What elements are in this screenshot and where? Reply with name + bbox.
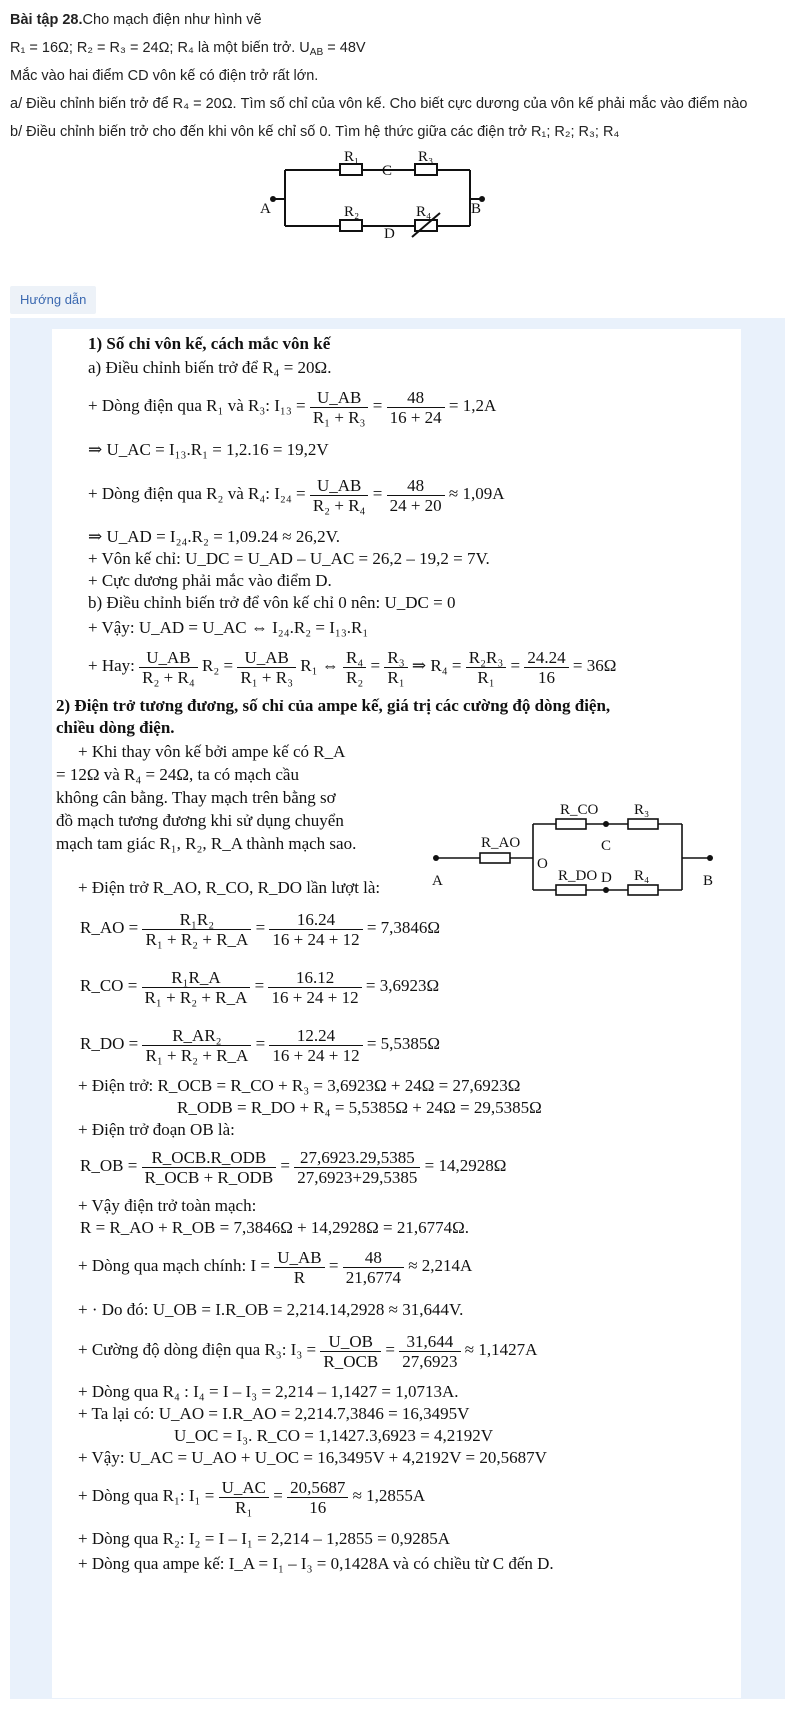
guide-button[interactable]: Hướng dẫn	[10, 286, 96, 314]
eq-rco: R_CO = $\frac{\text{R₁R\_A}}{\text{R₁ + R₂ + R\_A}}$ = $\frac{16.12}{16 + 24 + 12}$ = 3,6923Ω	[80, 967, 440, 1007]
denominator: R₁ + R₃	[240, 667, 293, 687]
numerator: 20,5687	[287, 1478, 348, 1498]
eq-pre: + Cường độ dòng điện qua R₃: I₃ =	[78, 1340, 317, 1359]
node-c-dot	[603, 821, 609, 827]
eq-result: ≈ 1,1427A	[464, 1340, 538, 1359]
label-r4: R₄	[416, 204, 432, 220]
problem-line3: Mắc vào hai điểm CD vôn kế có điện trở rất lớn.	[10, 68, 319, 84]
step-8-mid: ⇒ R₄ =	[411, 656, 462, 675]
denominator: 27,6923+29,5385	[297, 1167, 418, 1187]
numerator: R_AR₂	[142, 1026, 251, 1046]
numerator: 31,644	[399, 1332, 460, 1352]
step-5: + Vôn kế chỉ: U_DC = U_AD – U_AC = 26,2 – 19,2 = 7V.	[88, 549, 490, 568]
eq-rob: R_OB = $\frac{\text{R\_OCB.R\_ODB}}{\text{R\_OCB + R\_ODB}}$ = $\frac{27,6923.29,5385}{27,6923+29,5385}$ = 14,2928Ω	[80, 1147, 507, 1187]
resistor-rdo	[556, 885, 586, 895]
denominator: R₁ + R₃	[312, 407, 366, 427]
denominator: 16 + 24 + 12	[271, 987, 359, 1007]
given-end: = 48V	[323, 40, 366, 56]
denominator: R₂ + R₄	[142, 667, 195, 687]
node-a-dot	[433, 855, 439, 861]
eq-lhs: R_DO =	[80, 1034, 139, 1053]
eq-rodb: R_ODB = R_DO + R₄ = 5,5385Ω + 24Ω = 29,5385Ω	[177, 1098, 542, 1117]
resistor-rao	[480, 853, 510, 863]
eq-0: + Điện trở R_AO, R_CO, R_DO lần lượt là:	[78, 878, 381, 897]
label-r2: R₂	[344, 204, 360, 220]
eq-8: + Vậy điện trở toàn mạch:	[78, 1196, 257, 1215]
denominator: 27,6923	[402, 1351, 458, 1371]
numerator: 16.24	[269, 910, 362, 930]
denominator: R₂ + R₄	[312, 495, 366, 515]
eq-result: = 5,5385Ω	[366, 1034, 441, 1053]
eq-lhs: R_CO =	[80, 976, 138, 995]
label-b: B	[703, 873, 714, 889]
question-b: b/ Điều chỉnh biến trở cho đến khi vôn kế chỉ số 0. Tìm hệ thức giữa các điện trở R₁; R₂; R₃; R₄	[10, 124, 620, 140]
numerator: R₁R_A	[142, 968, 251, 988]
step-3: + Dòng điện qua R₂ và R₄: I₂₄ = $\frac{U\_AB}{\text{R₂ + R₄}}$ = $\frac{48}{24 + 20}$ ≈ 1,09A	[88, 475, 505, 515]
label-a: A	[432, 873, 443, 889]
step-4: ⇒ U_AD = I₂₄.R₂ = 1,09.24 ≈ 26,2V.	[88, 527, 340, 546]
node-d-dot	[603, 887, 609, 893]
label-r4: R₄	[634, 868, 650, 884]
eq-result: ≈ 2,214A	[408, 1256, 473, 1275]
numerator: U_AB	[310, 388, 369, 408]
eq-result: = 3,6923Ω	[365, 976, 440, 995]
step-3-pre: + Dòng điện qua R₂ và R₄: I₂₄ =	[88, 484, 306, 503]
eq-rao: R_AO = $\frac{\text{R₁R₂}}{\text{R₁ + R₂ + R\_A}}$ = $\frac{16.24}{16 + 24 + 12}$ = 7,3846Ω	[80, 909, 441, 949]
problem-title-rest: Cho mạch điện như hình vẽ	[82, 12, 262, 28]
step-6: + Cực dương phải mắc vào điểm D.	[88, 571, 332, 590]
eq-i3: + Cường độ dòng điện qua R₃: I₃ = $\frac{U\_OB}{\text{R\_OCB}}$ = $\frac{31,644}{27,6923}$ ≈ 1,1427A	[78, 1331, 538, 1371]
label-r3: R₃	[418, 149, 434, 165]
step-1-result: = 1,2A	[448, 396, 497, 415]
denominator: R₁ + R₂ + R_A	[145, 929, 249, 949]
label-d: D	[384, 226, 395, 242]
denominator: R_OCB	[323, 1351, 379, 1371]
eq-i2: + Dòng qua R₂: I₂ = I – I₁ = 2,214 – 1,2855 = 0,9285A	[78, 1529, 451, 1548]
heading-2-line2: chiều dòng điện.	[56, 718, 175, 737]
part-b-title: b) Điều chỉnh biến trở để vôn kế chỉ 0 nên: U_DC = 0	[88, 593, 456, 612]
numerator: 48	[343, 1248, 404, 1268]
eq-lhs: R_OB =	[80, 1156, 138, 1175]
eq-uac: + Vậy: U_AC = U_AO + U_OC = 16,3495V + 4,2192V = 20,5687V	[78, 1448, 547, 1467]
numerator: U_OB	[320, 1332, 381, 1352]
numerator: R₁R₂	[142, 910, 251, 930]
denominator: 16	[538, 667, 555, 687]
label-rco: R_CO	[560, 802, 599, 818]
resistor-rco	[556, 819, 586, 829]
label-rao: R_AO	[481, 835, 521, 851]
denominator: 16 + 24	[389, 407, 442, 427]
eq-i-main: + Dòng qua mạch chính: I = $\frac{U\_AB}{R}$ = $\frac{48}{21,6774}$ ≈ 2,214A	[78, 1247, 473, 1287]
eq-6: + Điện trở đoạn OB là:	[78, 1120, 235, 1139]
denominator: R₁ + R₂ + R_A	[145, 1045, 249, 1065]
numerator: U_AC	[219, 1478, 269, 1498]
step-3-result: ≈ 1,09A	[448, 484, 505, 503]
resistor-r3	[628, 819, 658, 829]
eq-pre: + Dòng qua R₁: I₁ =	[78, 1486, 215, 1505]
denominator: 24 + 20	[389, 495, 442, 515]
question-a: a/ Điều chỉnh biến trở để R₄ = 20Ω. Tìm số chỉ của vôn kế. Cho biết cực dương của vôn kế phải mắc vào điểm nào	[10, 96, 748, 112]
heading-1: 1) Số chỉ vôn kế, cách mắc vôn kế	[88, 334, 331, 353]
label-r1: R₁	[344, 149, 360, 165]
eq-uob: + · Do đó: U_OB = I.R_OB = 2,214.14,2928 ≈ 31,644V.	[78, 1300, 464, 1319]
given-sub: AB	[309, 47, 324, 58]
label-b: B	[471, 201, 482, 217]
heading-2-line1: 2) Điện trở tương đương, số chỉ của ampe kế, giá trị các cường độ dòng điện,	[56, 696, 611, 715]
denominator: 16	[309, 1497, 327, 1517]
eq-result: ≈ 1,2855A	[352, 1486, 426, 1505]
denominator: R₁	[477, 667, 495, 687]
step-1-pre: + Dòng điện qua R₁ và R₃: I₁₃ =	[88, 396, 306, 415]
eq-total-r: R = R_AO + R_OB = 7,3846Ω + 14,2928Ω = 21,6774Ω.	[80, 1218, 470, 1237]
numerator: 24.24	[524, 648, 568, 668]
numerator: U_AB	[310, 476, 369, 496]
eq-result: = 7,3846Ω	[366, 918, 441, 937]
para-2: = 12Ω và R₄ = 24Ω, ta có mạch cầu	[56, 765, 299, 784]
para-1: + Khi thay vôn kế bởi ampe kế có R_A	[78, 742, 346, 761]
step-8: + Hay: $\frac{U\_AB}{\text{R₂ + R₄}}$ R₂ = $\frac{U\_AB}{\text{R₁ + R₃}}$ R₁ ⇔ $\frac{\text{R₄}}{\text{R₂}}$ = $\frac{\text{R₃}}{\text{R₁}}$ ⇒ R₄ = $\frac{\text{R₂R₃}}{\text{R₁}}$ = $\frac{24.24}{16}$ = 36Ω	[88, 647, 617, 687]
numerator: U_AB	[139, 648, 198, 668]
step-8-mid: R₁ ⇔	[300, 656, 339, 675]
denominator: R_OCB + R_ODB	[144, 1167, 274, 1187]
node-b-dot	[707, 855, 713, 861]
problem-title: Bài tập 28.	[10, 12, 83, 28]
step-8-mid: R₂ =	[202, 656, 234, 675]
denominator: R₂	[346, 667, 364, 687]
part-a-title: a) Điều chỉnh biến trở để R₄ = 20Ω.	[88, 358, 332, 377]
para-4: đồ mạch tương đương khi sử dụng chuyển	[56, 811, 344, 830]
numerator: 48	[387, 388, 445, 408]
eq-rocb: + Điện trở: R_OCB = R_CO + R₃ = 3,6923Ω + 24Ω = 27,6923Ω	[78, 1076, 521, 1095]
numerator: 48	[387, 476, 445, 496]
denominator: 21,6774	[345, 1267, 401, 1287]
denominator: 16 + 24 + 12	[272, 1045, 360, 1065]
label-d: D	[601, 870, 612, 886]
denominator: R₁ + R₂ + R_A	[144, 987, 248, 1007]
eq-uoc: U_OC = I₃. R_CO = 1,1427.3,6923 = 4,2192V	[174, 1426, 493, 1445]
eq-ia: + Dòng qua ampe kế: I_A = I₁ – I₃ = 0,1428A và có chiều từ C đến D.	[78, 1554, 554, 1573]
label-c: C	[382, 163, 393, 179]
label-rdo: R_DO	[558, 868, 598, 884]
denominator: 16 + 24 + 12	[272, 929, 360, 949]
para-5: mạch tam giác R₁, R₂, R_A thành mạch sao.	[56, 834, 357, 853]
resistor-r4	[628, 885, 658, 895]
given-text: R₁ = 16Ω; R₂ = R₃ = 24Ω; R₄ là một biến trở. U	[10, 40, 310, 56]
eq-pre: + Dòng qua mạch chính: I =	[78, 1256, 270, 1275]
step-1: + Dòng điện qua R₁ và R₃: I₁₃ = $\frac{U\_AB}{\text{R₁ + R₃}}$ = $\frac{48}{16 + 24}$ = 1,2A	[88, 387, 497, 427]
label-o: O	[537, 856, 548, 872]
eq-result: = 14,2928Ω	[424, 1156, 507, 1175]
label-r3: R₃	[634, 802, 650, 818]
step-8-pre: + Hay:	[88, 656, 135, 675]
para-3: không cân bằng. Thay mạch trên bằng sơ	[56, 788, 336, 807]
eq-i4: + Dòng qua R₄ : I₄ = I – I₃ = 2,214 – 1,1427 = 1,0713A.	[78, 1382, 459, 1401]
numerator: U_AB	[274, 1248, 324, 1268]
denominator: R₁	[387, 667, 405, 687]
numerator: R₂R₃	[466, 648, 507, 668]
numerator: R_OCB.R_ODB	[142, 1148, 277, 1168]
eq-lhs: R_AO =	[80, 918, 139, 937]
step-2: ⇒ U_AC = I₁₃.R₁ = 1,2.16 = 19,2V	[88, 440, 329, 459]
eq-uao: + Ta lại có: U_AO = I.R_AO = 2,214.7,3846 = 16,3495V	[78, 1404, 470, 1423]
numerator: 27,6923.29,5385	[294, 1148, 420, 1168]
label-c: C	[601, 838, 612, 854]
step-8-result: = 36Ω	[572, 656, 617, 675]
eq-i1: + Dòng qua R₁: I₁ = $\frac{U\_AC}{\text{R₁}}$ = $\frac{20,5687}{16}$ ≈ 1,2855A	[78, 1477, 426, 1517]
denominator: R	[293, 1267, 306, 1287]
numerator: R₄	[343, 648, 366, 668]
numerator: R₃	[384, 648, 407, 668]
numerator: 16.12	[268, 968, 361, 988]
label-a: A	[260, 201, 271, 217]
numerator: U_AB	[237, 648, 296, 668]
denominator: R₁	[235, 1497, 253, 1517]
eq-rdo: R_DO = $\frac{\text{R\_AR₂}}{\text{R₁ + R₂ + R\_A}}$ = $\frac{12.24}{16 + 24 + 12}$ = 5,5385Ω	[80, 1025, 441, 1065]
numerator: 12.24	[269, 1026, 362, 1046]
step-7: + Vậy: U_AD = U_AC ⇔ I₂₄.R₂ = I₁₃.R₁	[88, 618, 369, 637]
